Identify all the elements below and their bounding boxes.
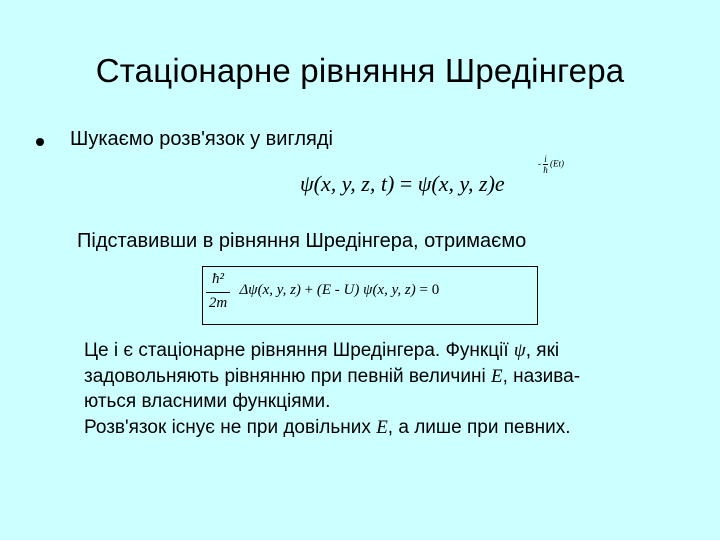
explanation-paragraph bbox=[84, 338, 684, 440]
paragraph-line-2 bbox=[84, 364, 684, 390]
paragraph-line-4 bbox=[84, 415, 684, 441]
substitution-text: Підставивши в рівняння Шредінгера, отримаємо bbox=[77, 230, 527, 252]
eq1-lhs: ψ(x, y, z, t) bbox=[300, 171, 395, 196]
eq1-exponent-den: ħ bbox=[543, 165, 548, 175]
eq1-exponent-fraction bbox=[543, 154, 548, 175]
eq2-bracket: (E - U) bbox=[316, 281, 360, 298]
eq2-fraction bbox=[206, 268, 230, 313]
equation-stationary-schrodinger bbox=[206, 268, 439, 313]
eq2-psi-term: ψ(x, y, z) bbox=[363, 281, 416, 298]
eq1-rhs: ψ(x, y, z)e bbox=[417, 171, 505, 196]
eq1-exponent-num: i bbox=[544, 154, 547, 164]
eq2-equals-zero: = 0 bbox=[419, 281, 440, 298]
bullet-dot-icon bbox=[36, 138, 44, 146]
p1-text-a: Це і є стаціонарне рівняння Шредінгера. Функції bbox=[84, 340, 514, 361]
eq1-exponent bbox=[538, 154, 564, 175]
paragraph-line-1 bbox=[84, 338, 684, 364]
p2-energy-symbol: E bbox=[490, 365, 503, 387]
p4-text-a: Розв'язок існує не при довільних bbox=[84, 416, 377, 438]
eq2-fraction-num: ħ² bbox=[206, 268, 230, 293]
eq1-equals: = bbox=[399, 171, 413, 196]
paragraph-line-3: ються власними функціями. bbox=[84, 391, 331, 412]
p4-text-b: , а лише при певних. bbox=[387, 416, 571, 438]
p2-text-a: задовольняють рівнянню при певній величині bbox=[84, 365, 491, 387]
p1-text-b: , які bbox=[525, 340, 560, 361]
p4-energy-symbol: E bbox=[376, 416, 388, 438]
eq2-plus: + bbox=[304, 281, 314, 298]
p2-text-b: , назива- bbox=[502, 365, 581, 387]
eq1-exponent-arg: (Et) bbox=[550, 158, 564, 169]
eq2-fraction-den: 2m bbox=[208, 295, 228, 311]
slide-title: Стаціонарне рівняння Шредінгера bbox=[95, 52, 625, 89]
eq1-exponent-sign: - bbox=[538, 158, 541, 169]
equation-wavefunction-separation bbox=[300, 171, 505, 197]
eq2-laplace-term: Δψ(x, y, z) bbox=[239, 281, 301, 298]
bullet-text: Шукаємо розв'язок у вигляді bbox=[70, 128, 333, 150]
p1-psi-symbol: ψ bbox=[513, 340, 526, 361]
